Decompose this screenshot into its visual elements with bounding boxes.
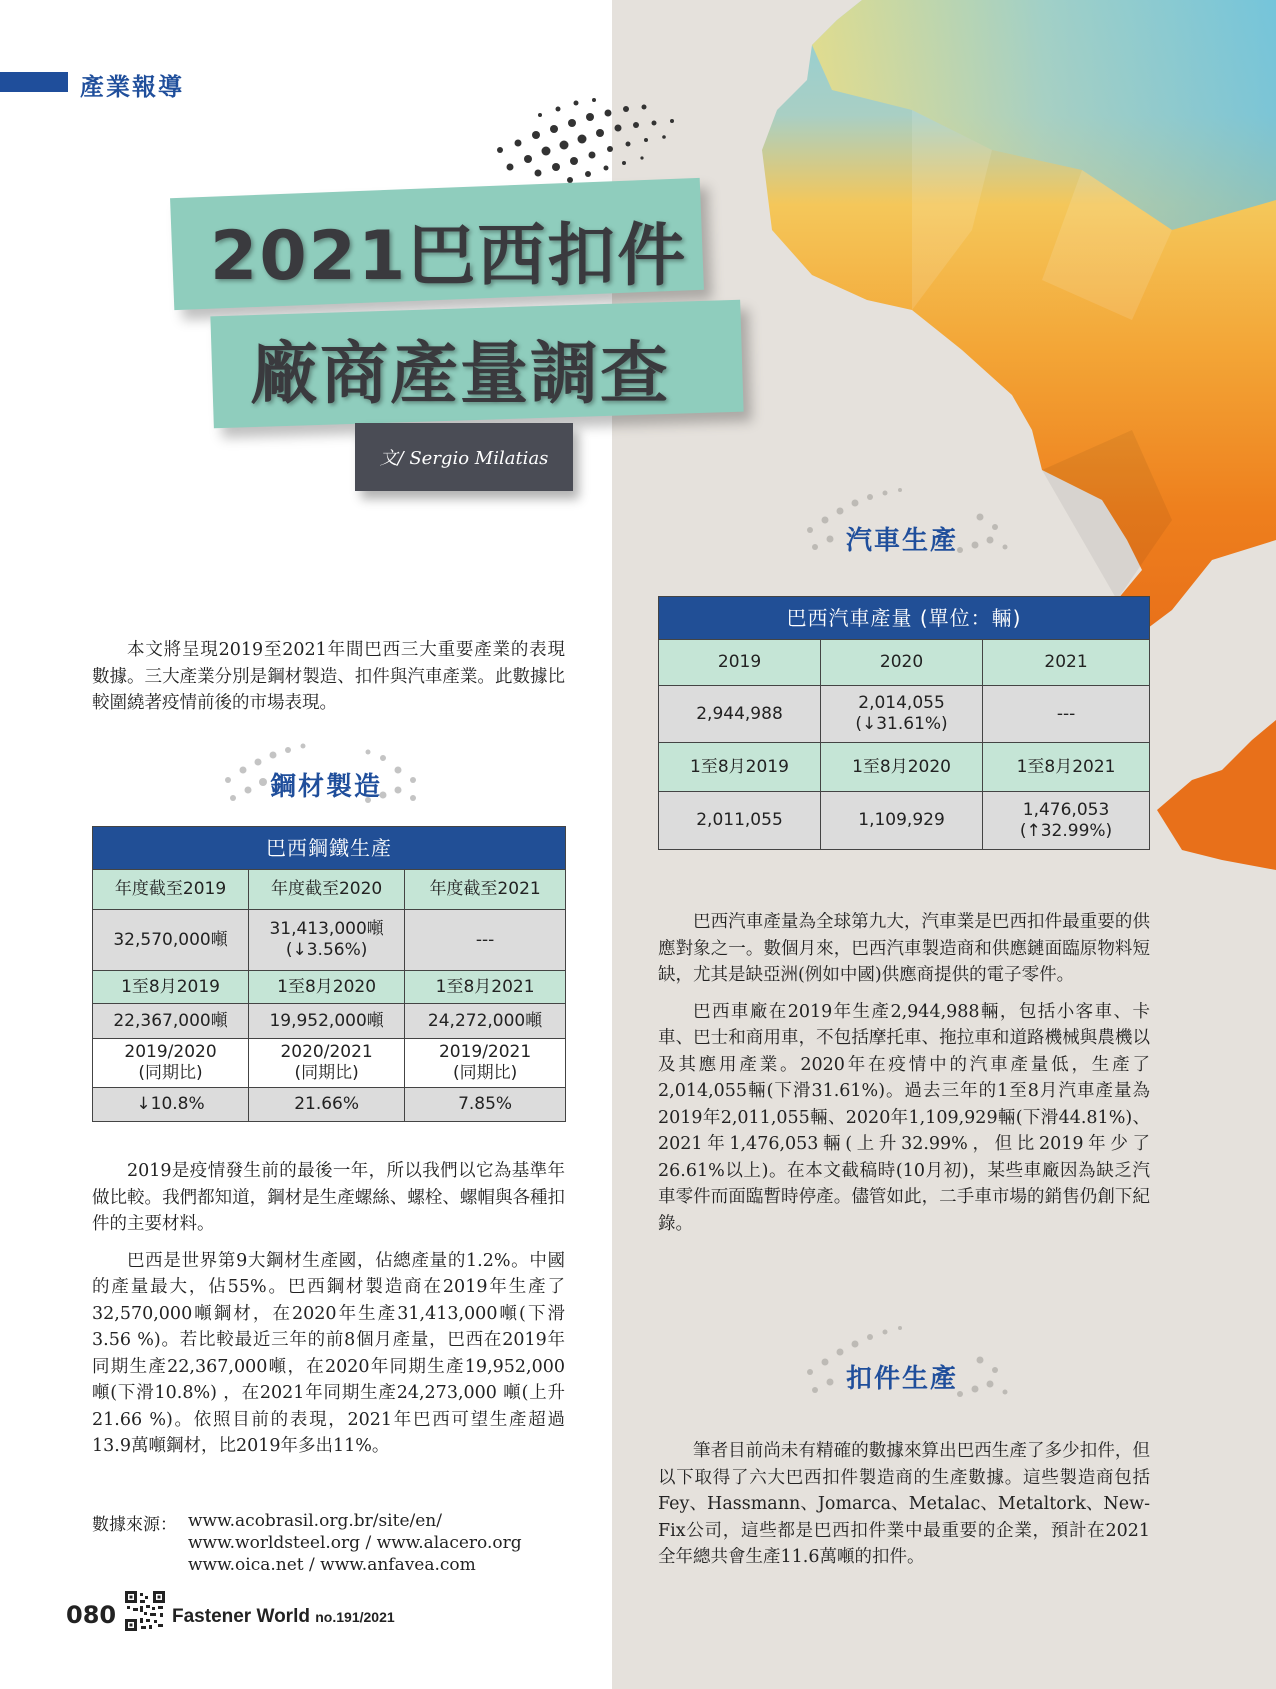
- table-cell-line: (同期比): [138, 1063, 203, 1083]
- halftone-dots-decoration: [480, 95, 710, 185]
- table-cell-change: (↓3.56%): [285, 940, 368, 960]
- magazine-name: [172, 1606, 395, 1628]
- fastener-paragraph: 筆者目前尚未有精確的數據來算出巴西生產了多少扣件，但以下取得了六大巴西扣件製造商的生產數據。這些製造商包括Fey、Hassmann、Jomarca、Metalac、Metaltork、New-Fix公司，這些都是巴西扣件業中最重要的企業，預計在2021全年總共會生產11.6萬噸的扣件。: [658, 1441, 1150, 1567]
- table-cell: ---: [983, 686, 1150, 743]
- table-cell: 1,109,929: [821, 792, 983, 850]
- table-cell-value: 31,413,000噸: [269, 919, 384, 939]
- table-cell: 1至8月2021: [983, 743, 1150, 792]
- table-cell-line: (同期比): [294, 1063, 359, 1083]
- source-link: www.acobrasil.org.br/site/en/: [188, 1511, 442, 1531]
- auto-paragraph: 巴西車廠在2019年生產2,944,988輛，包括小客車、卡車、巴士和商用車，不包括摩托車、拖拉車和道路機械與農機以及其應用產業。2020年在疫情中的汽車產量低，生產了2,014,055輛(下滑31.61%)。過去三年的1至8月汽車產量為2019年2,011,055輛、2020年1,109,929輛(下滑44.81%)、2021年1,476,053輛(上升32.99%，但比2019年少了26.61%以上)。在本文截稿時(10月初)，某些車廠因為缺乏汽車零件而面臨暫時停產。儘管如此，二手車市場的銷售仍創下紀錄。: [658, 1001, 1150, 1234]
- section-label: 產業報導: [80, 73, 184, 101]
- intro-text: 本文將呈現2019至2021年間巴西三大重要產業的表現數據。三大產業分別是鋼材製造、扣件與汽車產業。此數據比較圍繞著疫情前後的市場表現。: [92, 640, 565, 713]
- table-cell: 年度截至2019: [93, 870, 249, 910]
- table-cell: 2,011,055: [659, 792, 821, 850]
- table-cell-line: 2019/2020: [124, 1042, 217, 1062]
- steel-table: [92, 826, 566, 1122]
- table-cell: 1至8月2019: [659, 743, 821, 792]
- table-cell-line: (同期比): [452, 1063, 518, 1083]
- table-cell: 24,272,000噸: [405, 1004, 566, 1039]
- table-cell-value: 1,476,053: [1022, 799, 1110, 820]
- table-cell: [249, 910, 405, 971]
- steel-heading: 鋼材製造: [270, 772, 383, 802]
- table-cell: 1至8月2019: [93, 971, 249, 1004]
- title-line-1: 2021巴西扣件: [210, 217, 688, 296]
- qr-code-icon: [125, 1591, 165, 1631]
- fastener-body: [658, 1438, 1150, 1581]
- section-bar: [0, 72, 68, 92]
- intro-paragraph: [92, 637, 565, 727]
- table-cell-change: (↓31.61%): [855, 714, 948, 734]
- table-cell: 2020: [821, 640, 983, 686]
- auto-paragraph: 巴西汽車產量為全球第九大，汽車業是巴西扣件最重要的供應對象之一。數個月來，巴西汽車製造商和供應鏈面臨原物料短缺，尤其是缺亞洲(例如中國)供應商提供的電子零件。: [658, 912, 1150, 985]
- table-cell: 1至8月2021: [405, 971, 566, 1004]
- table-cell: 2019: [659, 640, 821, 686]
- author-byline: 文/ Sergio Milatias: [355, 423, 573, 491]
- table-cell: 19,952,000噸: [249, 1004, 405, 1039]
- page-number: 080: [66, 1601, 117, 1629]
- table-cell: [983, 792, 1150, 850]
- table-cell: [93, 1039, 249, 1088]
- source-link: www.oica.net / www.anfavea.com: [188, 1555, 476, 1575]
- table-cell: 2021: [983, 640, 1150, 686]
- steel-paragraph: 巴西是世界第9大鋼材生產國，佔總產量的1.2%。中國的產量最大，佔55%。巴西鋼材製造商在2019年生產了32,570,000噸鋼材，在2020年生產31,413,000噸(下滑3.56 %)。若比較最近三年的前8個月產量，巴西在2019年同期生產22,367,000噸，在2020年同期生產19,952,000 噸(下滑10.8%) ，在2021年同期生產24,273,000 噸(上升21.66 %)。依照目前的表現，2021年巴西可望生產超過13.9萬噸鋼材，比2019年多出11%。: [92, 1250, 565, 1456]
- auto-heading: 汽車生產: [846, 526, 959, 556]
- sources-list: [188, 1510, 522, 1576]
- table-cell: 21.66%: [249, 1088, 405, 1122]
- fastener-heading: 扣件生產: [846, 1364, 959, 1394]
- steel-table-title: 巴西鋼鐵生產: [93, 827, 566, 870]
- source-link: www.worldsteel.org / www.alacero.org: [188, 1533, 522, 1553]
- table-cell: 1至8月2020: [249, 971, 405, 1004]
- table-cell: [405, 1039, 566, 1088]
- title-line-2: 廠商產量調查: [250, 335, 671, 414]
- table-cell-line: 2020/2021: [280, 1042, 373, 1062]
- table-cell: ↓10.8%: [93, 1088, 249, 1122]
- auto-table: [658, 596, 1150, 850]
- table-cell-value: 2,014,055: [858, 693, 945, 713]
- table-cell: 22,367,000噸: [93, 1004, 249, 1039]
- table-cell-change: (↑32.99%): [1019, 820, 1113, 841]
- steel-paragraph: 2019是疫情發生前的最後一年，所以我們以它為基準年做比較。我們都知道，鋼材是生產螺絲、螺栓、螺帽與各種扣件的主要材料。: [92, 1161, 565, 1234]
- table-cell: [249, 1039, 405, 1088]
- auto-table-title: 巴西汽車產量 (單位：輛): [659, 597, 1150, 640]
- table-cell: 年度截至2021: [405, 870, 566, 910]
- table-cell: 年度截至2020: [249, 870, 405, 910]
- table-cell: 1至8月2020: [821, 743, 983, 792]
- table-cell: [821, 686, 983, 743]
- table-cell: 32,570,000噸: [93, 910, 249, 971]
- steel-body: [92, 1158, 565, 1470]
- auto-body: [658, 909, 1150, 1247]
- magazine-title: Fastener World: [172, 1606, 310, 1627]
- table-cell-line: 2019/2021: [438, 1042, 532, 1062]
- table-cell: 2,944,988: [659, 686, 821, 743]
- table-cell: ---: [405, 910, 566, 971]
- sources-label: 數據來源：: [92, 1515, 177, 1535]
- table-cell: 7.85%: [405, 1088, 566, 1122]
- magazine-issue: no.191/2021: [315, 1609, 395, 1625]
